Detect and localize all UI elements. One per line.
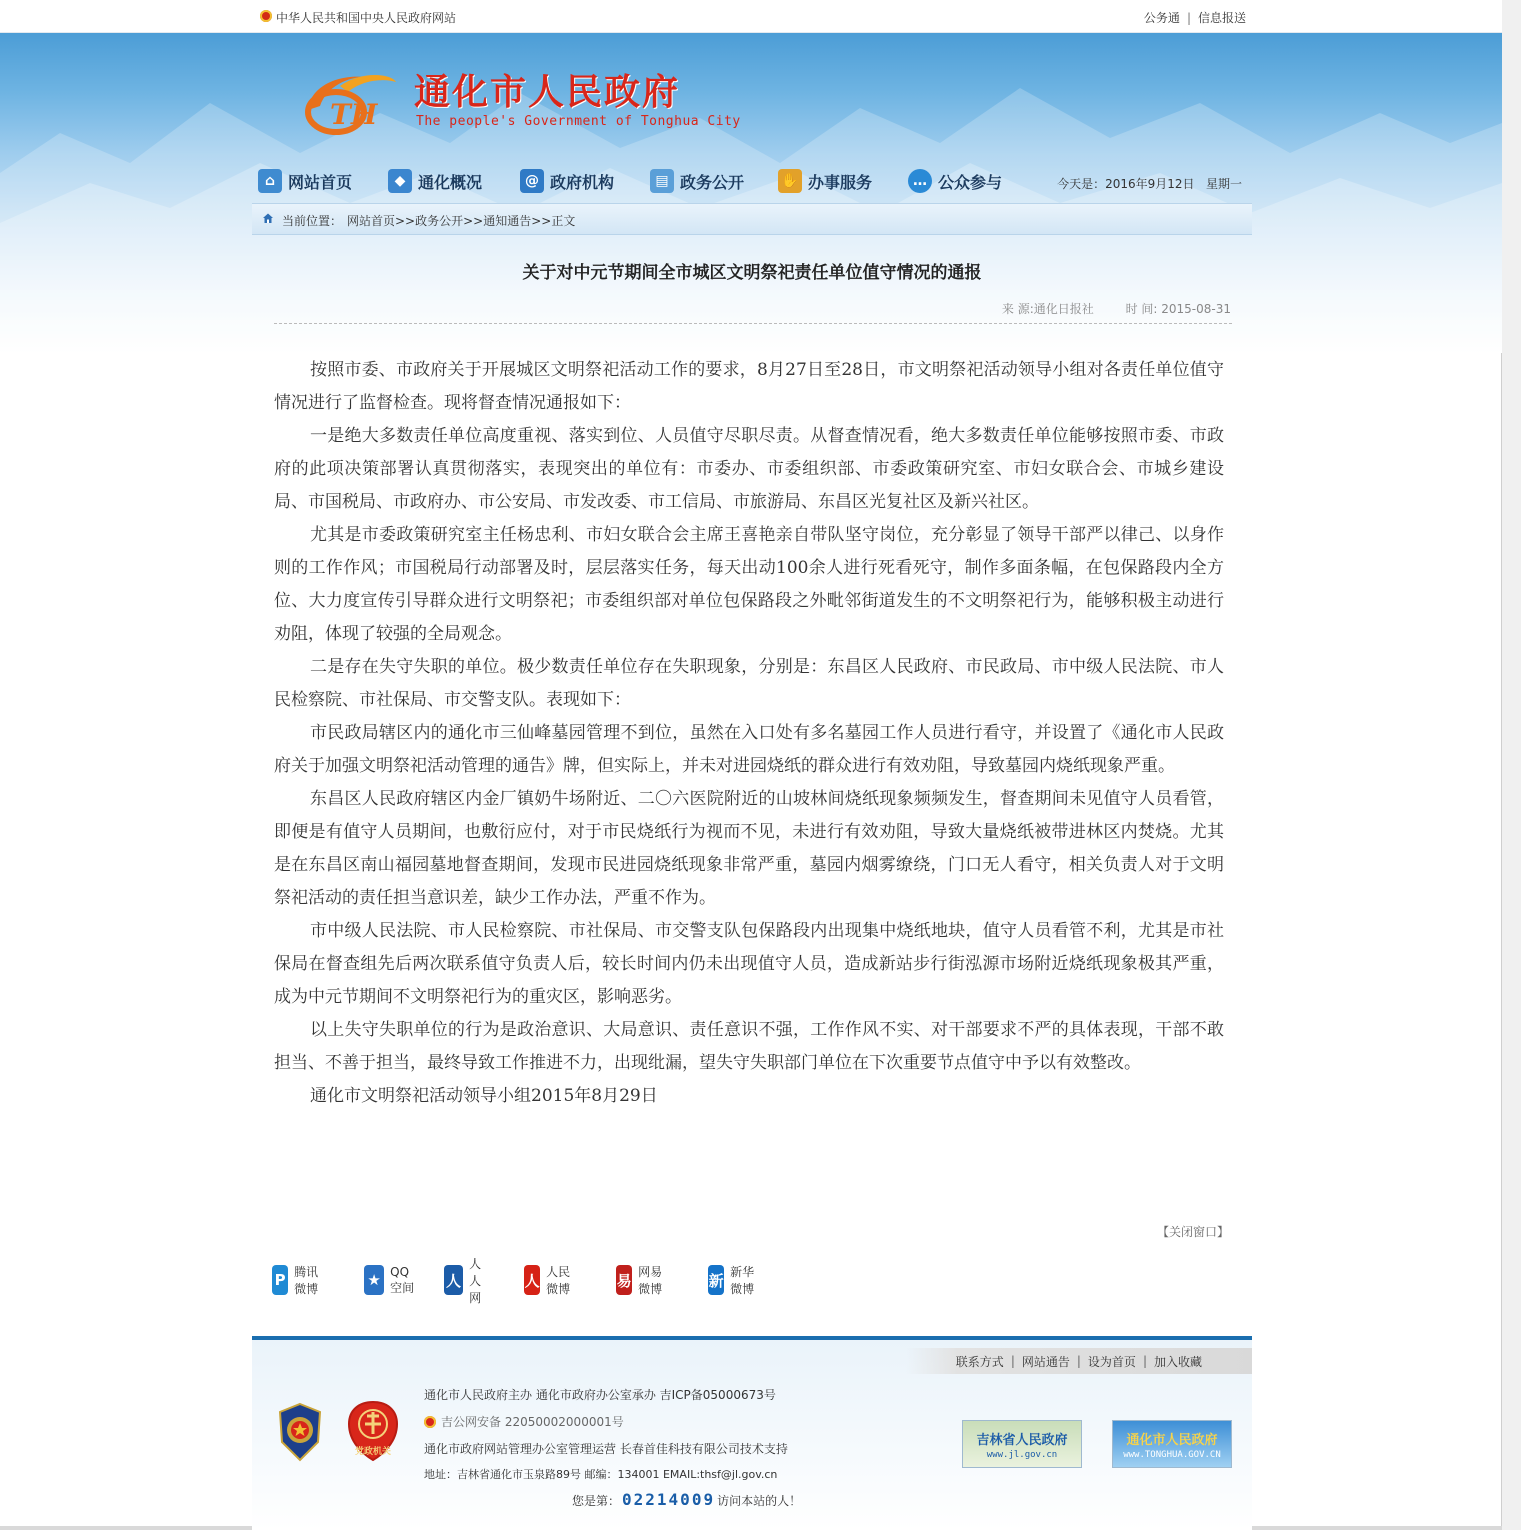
nav-label: 公众参与 <box>938 172 1003 192</box>
overview-icon: ◆ <box>388 169 412 193</box>
footer-public-security[interactable] <box>424 1413 624 1430</box>
main-nav <box>252 160 1252 200</box>
footer <box>252 1336 1252 1530</box>
public-security-emblem-icon <box>424 1416 436 1428</box>
footer-operator: 通化市政府网站管理办公室管理运营 长春首佳科技有限公司技术支持 <box>424 1442 788 1456</box>
svg-text:TH: TH <box>330 98 378 131</box>
nav-overview[interactable] <box>388 168 482 194</box>
nav-organization[interactable] <box>520 168 614 194</box>
service-icon: ✋ <box>778 169 802 193</box>
article-body <box>274 354 1224 1113</box>
article-paragraph: 二是存在失守失职的单位。极少数责任单位存在失职现象，分别是：东昌区人民政府、市民政局、市中级人民法院、市人民检察院、市社保局、市交警支队。表现如下： <box>274 657 1224 710</box>
police-badge-icon[interactable] <box>274 1402 326 1462</box>
article-source: 来 源:通化日报社 <box>1001 302 1094 316</box>
tonghua-logo-icon <box>300 68 400 136</box>
jilin-gov-title: 吉林省人民政府 <box>976 1433 1068 1448</box>
site-notice-link[interactable]: 网站通告 <box>1021 1354 1070 1369</box>
info-report-link[interactable]: 信息报送 <box>1197 11 1246 25</box>
party-gov-badge-icon[interactable] <box>347 1400 399 1462</box>
site-title: 通化市人民政府 <box>414 71 681 113</box>
visitor-count: 02214009 <box>622 1490 716 1509</box>
public-affairs-icon: ▤ <box>650 169 674 193</box>
home-icon <box>262 212 274 224</box>
xinhua-weibo-icon: 新 <box>708 1265 724 1295</box>
weekday-text: 星期一 <box>1205 177 1242 191</box>
meta-divider <box>274 323 1232 324</box>
share-label: 人人网 <box>469 1256 482 1305</box>
organization-icon: @ <box>520 169 544 193</box>
breadcrumb <box>252 203 1252 235</box>
national-emblem-icon <box>260 10 272 22</box>
nav-participation[interactable] <box>908 168 1002 194</box>
netease-weibo-icon: 易 <box>616 1265 632 1295</box>
article-paragraph: 尤其是市委政策研究室主任杨忠利、市妇女联合会主席王喜艳亲自带队坚守岗位，充分彰显了领导干部严以律己、以身作则的工作作风；市国税局行动部署及时，层层落实任务，每天出动100余人进行死看死守，制作多面条幅，在包保路段内全方位、大力度宣传引导群众进行文明祭祀；市委组织部对单位包保路段之外毗邻街道发生的不文明祭祀行为，能够积极主动进行劝阻，体现了较强的全局观念。 <box>274 525 1224 644</box>
tencent-weibo-icon: P <box>272 1265 288 1295</box>
set-homepage-link[interactable]: 设为首页 <box>1087 1354 1136 1369</box>
nav-service[interactable] <box>778 168 872 194</box>
footer-address: 地址：吉林省通化市玉泉路89号 邮编：134001 EMAIL:thsf@jl.gov.cn <box>424 1468 778 1481</box>
share-label: 腾讯微博 <box>294 1265 319 1296</box>
share-qzone[interactable] <box>364 1263 419 1297</box>
qzone-icon: ★ <box>364 1265 384 1295</box>
current-date <box>1057 175 1242 192</box>
article-signature: 通化市文明祭祀活动领导小组2015年8月29日 <box>310 1086 658 1106</box>
nav-public-affairs[interactable] <box>650 168 744 194</box>
footer-links: 联系方式 | 网站通告 | 设为首页 | 加入收藏 <box>906 1348 1252 1374</box>
share-xinhua-weibo[interactable] <box>708 1263 756 1297</box>
share-label: 网易微博 <box>638 1265 663 1296</box>
breadcrumb-path[interactable]: 网站首页>>政务公开>>通知通告>>正文 <box>347 214 576 228</box>
party-gov-badge-text: 党政机关 <box>354 1447 391 1457</box>
article-title: 关于对中元节期间全市城区文明祭祀责任单位值守情况的通报 <box>522 263 982 283</box>
jilin-gov-logo[interactable] <box>962 1420 1082 1468</box>
central-government-link[interactable]: 中华人民共和国中央人民政府网站 <box>276 11 457 25</box>
home-icon: ⌂ <box>258 169 282 193</box>
nav-home[interactable] <box>258 168 352 194</box>
window-scrollbar[interactable] <box>1501 0 1521 1530</box>
add-favorite-link[interactable]: 加入收藏 <box>1153 1354 1202 1369</box>
share-label: QQ空间 <box>390 1264 415 1295</box>
close-window-link[interactable]: 【关闭窗口】 <box>1156 1225 1229 1239</box>
nav-label: 政务公开 <box>680 172 745 192</box>
nav-label: 办事服务 <box>808 172 873 192</box>
visitor-counter <box>572 1490 801 1509</box>
jilin-gov-url: www.jl.gov.cn <box>986 1450 1058 1460</box>
article-paragraph: 东昌区人民政府辖区内金厂镇奶牛场附近、二〇六医院附近的山坡林间烧纸现象频频发生，督查期间未见值守人员看管，即便是有值守人员期间，也敷衍应付，对于市民烧纸行为视而不见，未进行有效劝阻，导致大量烧纸被带进林区内焚烧。尤其是在东昌区南山福园墓地督查期间，发现市民进园烧纸现象非常严重，墓园内烟雾缭绕，门口无人看守，相关负责人对于文明祭祀活动的责任担当意识差，缺少工作办法，严重不作为。 <box>274 789 1224 908</box>
public-security-number: 22050002000001号 <box>504 1415 624 1429</box>
renren-icon: 人 <box>444 1265 463 1295</box>
contact-link[interactable]: 联系方式 <box>955 1354 1004 1369</box>
people-weibo-icon: 人 <box>524 1265 540 1295</box>
share-label: 人民微博 <box>546 1265 571 1296</box>
date-text: 今天是：2016年9月12日 <box>1057 177 1195 191</box>
visitor-prefix: 您是第： <box>572 1494 621 1508</box>
share-renren[interactable] <box>444 1256 492 1305</box>
share-label: 新华微博 <box>730 1265 755 1296</box>
article-meta <box>974 300 1231 317</box>
share-netease-weibo[interactable] <box>616 1263 664 1297</box>
nav-label: 网站首页 <box>288 172 353 192</box>
tonghua-gov-logo[interactable] <box>1112 1420 1232 1468</box>
tonghua-gov-url: www.TONGHUA.GOV.CN <box>1123 1450 1221 1460</box>
visitor-suffix: 访问本站的人！ <box>717 1494 802 1508</box>
public-security-label: 吉公网安备 <box>441 1415 502 1429</box>
topbar-links: 公务通 | 信息报送 <box>1143 11 1246 25</box>
share-people-weibo[interactable] <box>524 1263 572 1297</box>
nav-label: 通化概况 <box>418 172 483 192</box>
top-bar <box>0 0 1502 33</box>
article-paragraph: 一是绝大多数责任单位高度重视、落实到位、人员值守尽职尽责。从督查情况看，绝大多数责任单位能够按照市委、市政府的此项决策部署认真贯彻落实，表现突出的单位有：市委办、市委组织部、市委政策研究室、市妇女联合会、市城乡建设局、市国税局、市政府办、市公安局、市发改委、市工信局、市旅游局、东昌区光复社区及新兴社区。 <box>274 426 1224 512</box>
breadcrumb-label: 当前位置： <box>282 214 343 228</box>
share-tencent-weibo[interactable] <box>272 1263 320 1297</box>
article-paragraph: 市中级人民法院、市人民检察院、市社保局、市交警支队包保路段内出现集中烧纸地块，值守人员看管不利，尤其是市社保局在督查组先后两次联系值守负责人后，较长时间内仍未出现值守人员，造成新站步行街泓源市场附近烧纸现象极其严重，成为中元节期间不文明祭祀行为的重灾区，影响恶劣。 <box>274 921 1224 1007</box>
participation-icon: … <box>908 169 932 193</box>
site-subtitle: The people's Government of Tonghua City <box>416 114 741 129</box>
article-paragraph: 市民政局辖区内的通化市三仙峰墓园管理不到位，虽然在入口处有多名墓园工作人员进行看守，并设置了《通化市人民政府关于加强文明祭祀活动管理的通告》牌，但实际上，并未对进园烧纸的群众进行有效劝阻，导致墓园内烧纸现象严重。 <box>274 723 1224 776</box>
article-paragraph: 按照市委、市政府关于开展城区文明祭祀活动工作的要求，8月27日至28日，市文明祭祀活动领导小组对各责任单位值守情况进行了监督检查。现将督查情况通报如下： <box>274 360 1224 413</box>
footer-sponsor: 通化市人民政府主办 通化市政府办公室承办 吉ICP备05000673号 <box>424 1388 776 1402</box>
article-paragraph: 以上失守失职单位的行为是政治意识、大局意识、责任意识不强，工作作风不实、对干部要求不严的具体表现，干部不敢担当、不善于担当，最终导致工作推进不力，出现纰漏，望失守失职部门单位在下次重要节点值守中予以有效整改。 <box>274 1020 1224 1073</box>
nav-label: 政府机构 <box>550 172 615 192</box>
gongwutong-link[interactable]: 公务通 <box>1143 11 1180 25</box>
article-time: 时 间: 2015-08-31 <box>1125 302 1231 316</box>
tonghua-gov-title: 通化市人民政府 <box>1126 1433 1218 1448</box>
